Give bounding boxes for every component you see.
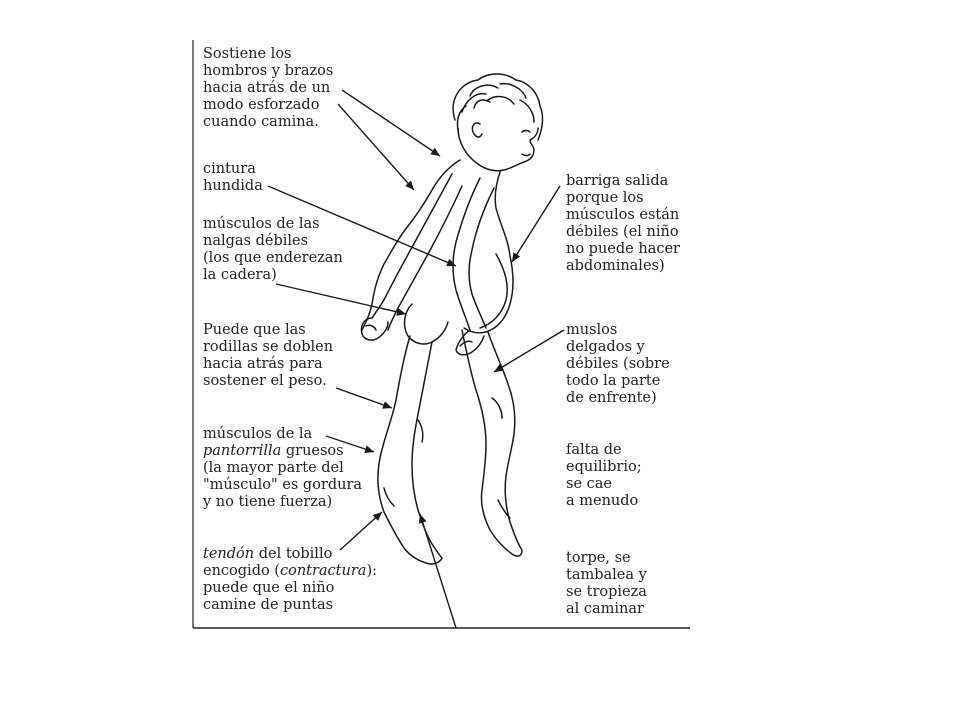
label-line	[203, 494, 362, 511]
pointer-shoulders-b	[338, 104, 414, 190]
label-line: muslos	[566, 322, 618, 338]
belly-curve	[480, 254, 507, 328]
label-line	[203, 460, 362, 477]
label-text: camine de puntas	[203, 597, 334, 613]
pointer-knees	[336, 388, 392, 408]
mouth	[522, 154, 530, 156]
label-line: débiles (el niño	[566, 224, 679, 240]
label-text: del tobillo	[254, 546, 333, 562]
italic-term: contractura	[279, 563, 367, 579]
leg-details	[384, 398, 510, 518]
label-shoulders	[203, 46, 333, 131]
label-line	[203, 563, 377, 580]
label-belly	[566, 173, 680, 275]
label-line: músculos de las	[203, 216, 320, 232]
label-line	[203, 477, 362, 494]
label-text: (la mayor parte del	[203, 460, 344, 476]
label-line: abdominales)	[566, 258, 665, 274]
label-line: músculos están	[566, 207, 680, 223]
child-body-drawing	[361, 74, 542, 564]
label-line	[203, 443, 362, 460]
hair	[453, 74, 542, 140]
label-text: "músculo" es gordura	[203, 477, 363, 493]
label-text: y no tiene fuerza)	[203, 494, 333, 510]
label-line: barriga salida	[566, 173, 669, 189]
label-line: se tropieza	[566, 584, 647, 600]
label-glutes	[203, 216, 343, 284]
label-line: a menudo	[566, 493, 639, 509]
label-knees	[203, 322, 333, 390]
label-text: gruesos	[281, 443, 344, 459]
label-line: nalgas débiles	[203, 233, 309, 249]
label-line: al caminar	[566, 601, 644, 617]
label-line	[203, 580, 377, 597]
label-line: hundida	[203, 178, 263, 194]
label-tendon	[203, 546, 377, 614]
eye	[522, 131, 530, 133]
back-arm	[372, 174, 462, 330]
label-line: equilibrio;	[566, 459, 642, 475]
label-line: hacia atrás para	[203, 356, 323, 372]
buttocks	[405, 304, 448, 344]
pointer-clumsy	[420, 514, 456, 628]
front-hand	[456, 330, 484, 355]
label-balance	[566, 442, 642, 510]
label-line: la cadera)	[203, 267, 277, 283]
pointer-thighs	[494, 330, 564, 372]
label-line: Puede que las	[203, 322, 306, 338]
label-thighs	[566, 322, 670, 407]
label-line: falta de	[566, 442, 622, 458]
label-line: de enfrente)	[566, 390, 657, 406]
pointer-tendon	[340, 512, 382, 550]
label-line: hacia atrás de un	[203, 80, 331, 96]
label-text: ):	[366, 563, 377, 579]
label-text: encogido (	[203, 563, 280, 579]
pointer-belly	[512, 186, 560, 262]
label-line: todo la parte	[566, 373, 661, 389]
label-line: no puede hacer	[566, 241, 680, 257]
label-line: modo esforzado	[203, 97, 320, 113]
label-line: sostener el peso.	[203, 373, 327, 389]
pointer-shoulders-a	[342, 90, 440, 156]
label-waist	[203, 161, 263, 195]
front-arm	[453, 178, 494, 330]
label-line: cuando camina.	[203, 114, 319, 130]
label-line	[203, 597, 377, 614]
label-text: músculos de la	[203, 426, 313, 442]
label-line	[203, 426, 362, 443]
front-leg	[462, 330, 522, 556]
label-line: débiles (sobre	[566, 356, 670, 372]
label-line: cintura	[203, 161, 256, 177]
back-leg	[378, 336, 442, 564]
label-line: hombros y brazos	[203, 63, 334, 79]
label-line: delgados y	[566, 339, 645, 355]
pointer-glutes	[276, 284, 406, 314]
label-line: (los que enderezan	[203, 250, 343, 266]
italic-term: tendón	[203, 546, 255, 562]
label-line: porque los	[566, 190, 644, 206]
label-line: se cae	[566, 476, 612, 492]
label-clumsy	[566, 550, 647, 618]
label-line: torpe, se	[566, 550, 631, 566]
label-line: tambalea y	[566, 567, 647, 583]
head-outline	[458, 128, 538, 171]
label-line: Sostiene los	[203, 46, 292, 62]
label-line	[203, 546, 377, 563]
italic-term: pantorrilla	[203, 443, 282, 459]
label-text: puede que el niño	[203, 580, 335, 596]
label-line: rodillas se doblen	[203, 339, 334, 355]
label-calves	[203, 426, 362, 511]
ear	[472, 123, 482, 137]
